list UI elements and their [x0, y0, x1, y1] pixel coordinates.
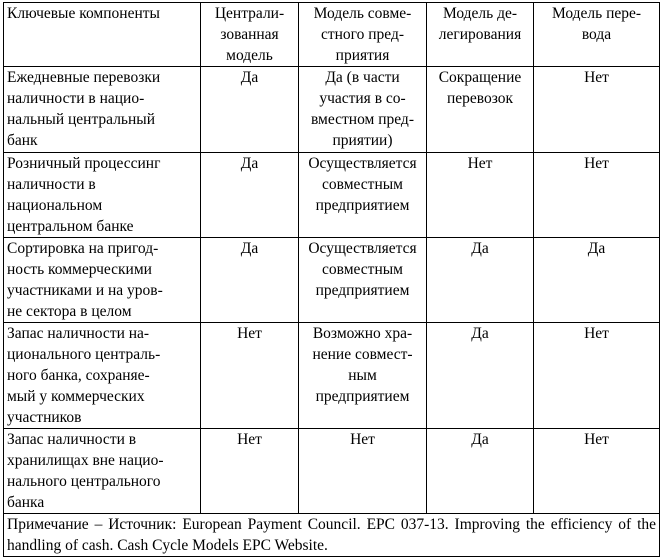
- table-cell: Да: [201, 238, 299, 323]
- table-row: [4, 67, 660, 153]
- table-cell: Да: [427, 429, 534, 514]
- table-cell: Да: [201, 67, 299, 153]
- table-cell: Да: [534, 238, 660, 323]
- header-delegation-model: Модель де- легирования: [427, 3, 534, 67]
- row-label: Ежедневные перевозки наличности в нацио- нальный центральный банк: [4, 67, 201, 153]
- table-cell: Да: [427, 238, 534, 323]
- table-cell: Нет: [534, 153, 660, 238]
- table-cell: Да: [427, 323, 534, 429]
- table-row: [4, 153, 660, 238]
- table-cell: Осуществляется совместным предприятием: [299, 238, 427, 323]
- table-cell: Осуществляется совместным предприятием: [299, 153, 427, 238]
- table-cell: Да (в части участия в со- вместном пред- приятии): [299, 67, 427, 153]
- table-row: [4, 238, 660, 323]
- header-transfer-model: Модель пере- вода: [534, 3, 660, 67]
- table-row: [4, 429, 660, 514]
- row-label: Запас наличности на- ционального централь- ного банка, сохраняе- мый у коммерческих участников: [4, 323, 201, 429]
- table-cell: Нет: [427, 153, 534, 238]
- table-cell: Нет: [201, 429, 299, 514]
- table-header-row: [4, 3, 660, 67]
- cash-models-table: [3, 2, 660, 557]
- table-row: [4, 323, 660, 429]
- row-label: Розничный процессинг наличности в национальном центральном банке: [4, 153, 201, 238]
- header-key-components: Ключевые компоненты: [4, 3, 201, 67]
- table-cell: Сокращение перевозок: [427, 67, 534, 153]
- table-cell: Нет: [534, 323, 660, 429]
- header-centralized-model: Централи- зованная модель: [201, 3, 299, 67]
- table-cell: Нет: [201, 323, 299, 429]
- table-cell: Нет: [534, 67, 660, 153]
- table-cell: Нет: [534, 429, 660, 514]
- row-label: Сортировка на пригод- ность коммерческими участниками и на уров- не сектора в целом: [4, 238, 201, 323]
- table-cell: Нет: [299, 429, 427, 514]
- table-note: Примечание – Источник: European Payment Council. EPC 037-13. Improving the efficiency of the handling of cash. Cash Cycle Models EPC Website.: [4, 514, 660, 557]
- table-note-row: [4, 514, 660, 557]
- row-label: Запас наличности в хранилищах вне нацио- нального центрального банка: [4, 429, 201, 514]
- table-cell: Да: [201, 153, 299, 238]
- table-cell: Возможно хра- нение совмест- ным предприятием: [299, 323, 427, 429]
- header-joint-venture-model: Модель совме- стного пред- приятия: [299, 3, 427, 67]
